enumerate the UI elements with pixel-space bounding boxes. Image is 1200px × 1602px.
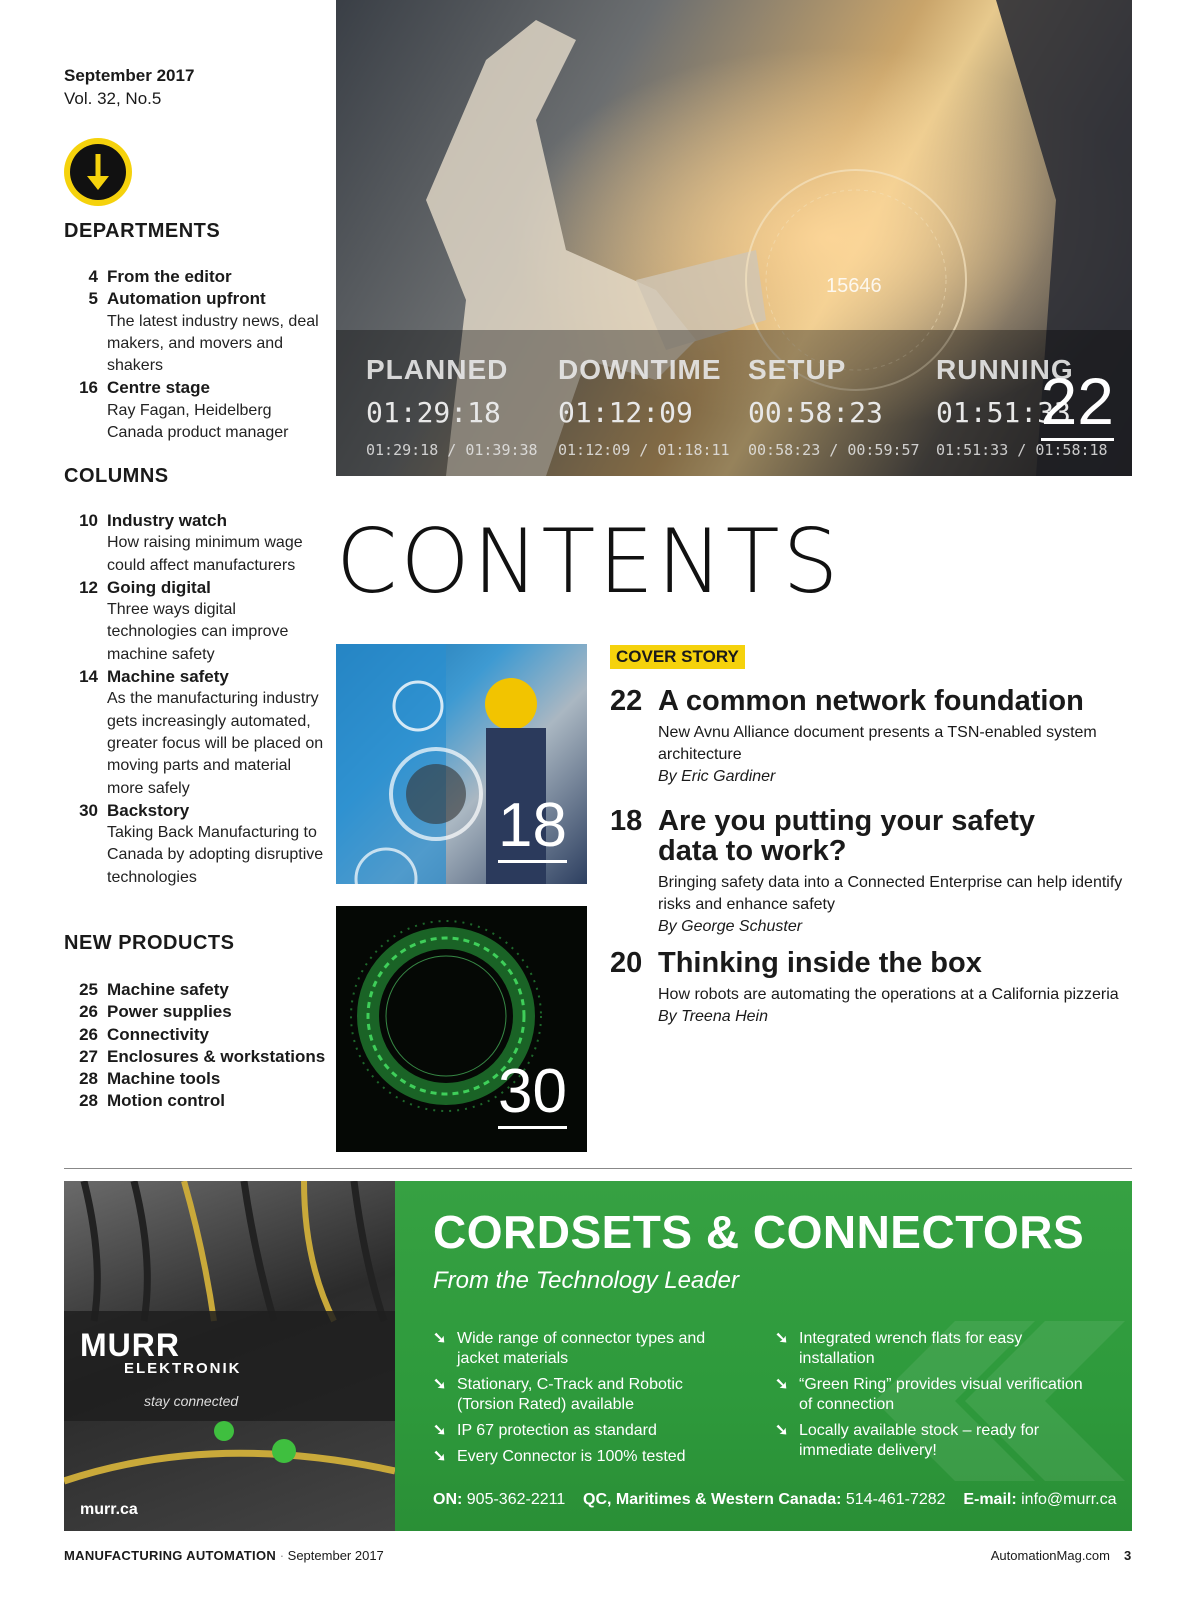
ad-bullet: ➘ Integrated wrench flats for easy installation [775, 1330, 1023, 1367]
toc-item[interactable]: 26 Connectivity [79, 1024, 210, 1044]
ad-contact-line: ON: 905-362-2211 QC, Maritimes & Western Canada: 514-461-7282 E-mail: info@murr.ca [433, 1491, 1117, 1508]
cover-story-badge: COVER STORY [610, 645, 745, 669]
toc-item[interactable]: 28 Motion control [79, 1091, 226, 1111]
ad-title: CORDSETS & CONNECTORS [433, 1206, 1085, 1258]
article-desc: Bringing safety data into a Connected Enterprise can help identify risks and enhance safety [658, 874, 1123, 913]
toc-item[interactable]: 4 From the editor [88, 267, 232, 286]
article-entry[interactable] [610, 686, 1130, 788]
article-byline: By Eric Gardiner [658, 768, 776, 785]
toc-item[interactable]: 27 Enclosures & workstations [79, 1046, 326, 1066]
brand-logo: MURR ELEKTRONIK [80, 1327, 242, 1377]
issue-date: September 2017 [64, 66, 195, 85]
toc-item-desc: The latest industry news, deal makers, and movers and shakers [107, 312, 319, 375]
hero-stat: SETUP 00:58:23 00:58:23 / 00:59:57 [748, 354, 920, 459]
ad-bullets-right [775, 1329, 1095, 1467]
article-title: Are you putting your safety data to work? [658, 805, 1036, 867]
toc-item[interactable]: 28 Machine tools [79, 1069, 221, 1089]
arrow-down-icon [64, 138, 132, 206]
article-thumbnail[interactable] [336, 644, 587, 884]
arrow-icon: ➘ [433, 1330, 447, 1347]
issue-volume: Vol. 32, No.5 [64, 89, 162, 108]
footer-page-number: 3 [1124, 1548, 1132, 1563]
toc-item[interactable]: 14 Machine safety [79, 667, 229, 687]
ad-product-photo [64, 1181, 395, 1531]
toc-item[interactable]: 12 Going digital [79, 577, 211, 597]
brand-band [64, 1311, 395, 1421]
footer-publication: MANUFACTURING AUTOMATION [64, 1548, 277, 1563]
hero-image[interactable] [336, 0, 1132, 476]
toc-item[interactable]: 16 Centre stage [79, 378, 210, 398]
toc-item[interactable]: 10 Industry watch [79, 511, 227, 530]
toc-item-desc: Ray Fagan, Heidelberg Canada product manager [107, 401, 289, 442]
toc-item-desc: Taking Back Manufacturing to Canada by adopting disruptive technologies [107, 824, 324, 886]
hero-stat: DOWNTIME 01:12:09 01:12:09 / 01:18:11 [558, 354, 730, 459]
article-title: Thinking inside the box [658, 947, 982, 979]
toc-item-desc: Three ways digital technologies can improve machine safety [107, 601, 289, 663]
page-title: CONTENTS [336, 510, 842, 613]
hero-stat: RUNNING 01:51:33 01:51:33 / 01:58:18 [936, 354, 1108, 459]
departments-heading: DEPARTMENTS [64, 220, 221, 242]
divider [64, 1168, 1132, 1169]
thumbnail-page-number: 18 [498, 796, 567, 863]
article-desc: New Avnu Alliance document presents a TSN-enabled system architecture [658, 724, 1097, 763]
ad-bullet: ➘ Stationary, C-Track and Robotic (Torsion Rated) available [433, 1376, 683, 1413]
arrow-icon: ➘ [775, 1376, 789, 1393]
advertisement[interactable] [64, 1181, 1132, 1531]
footer-separator: · [279, 1548, 285, 1563]
arrow-icon: ➘ [775, 1422, 789, 1439]
article-page: 22 [610, 685, 643, 717]
article-desc: How robots are automating the operations at a California pizzeria [658, 986, 1119, 1003]
toc-item[interactable]: 5 Automation upfront [88, 289, 266, 309]
ad-bullets-left [433, 1329, 743, 1473]
arrow-icon: ➘ [433, 1376, 447, 1393]
footer-left [64, 1548, 384, 1563]
columns-heading: COLUMNS [64, 465, 169, 487]
ad-url[interactable]: murr.ca [80, 1501, 138, 1518]
hero-stat: PLANNED 01:29:18 01:29:18 / 01:39:38 [366, 354, 538, 459]
ad-subtitle: From the Technology Leader [433, 1267, 739, 1294]
ad-bullet: ➘ Locally available stock – ready for immediate delivery! [775, 1422, 1040, 1459]
columns-list [64, 510, 326, 889]
ad-bullet: ➘ Every Connector is 100% tested [433, 1448, 686, 1465]
brand-tagline: stay connected [144, 1393, 239, 1409]
toc-item[interactable]: 30 Backstory [79, 800, 190, 820]
article-entry[interactable] [610, 948, 1130, 1028]
thumbnail-page-number: 30 [498, 1062, 567, 1129]
arrow-icon: ➘ [775, 1330, 789, 1347]
arrow-icon: ➘ [433, 1448, 447, 1465]
toc-item[interactable]: 25 Machine safety [79, 980, 229, 999]
article-page: 18 [610, 805, 643, 837]
toc-item-desc: How raising minimum wage could affect manufacturers [107, 534, 303, 574]
footer-date: September 2017 [287, 1548, 384, 1563]
article-title: A common network foundation [658, 685, 1084, 717]
article-byline: By Treena Hein [658, 1008, 768, 1025]
ad-bullet: ➘ IP 67 protection as standard [433, 1422, 657, 1439]
new-products-heading: NEW PRODUCTS [64, 932, 235, 954]
toc-item-desc: As the manufacturing industry gets increasingly automated, greater focus will be placed on moving parts and material more safely [107, 690, 324, 797]
article-thumbnail[interactable] [336, 906, 587, 1152]
ad-bullet: ➘ “Green Ring” provides visual verification of connection [775, 1376, 1083, 1413]
departments-list [64, 266, 326, 444]
ad-copy-panel [395, 1181, 1132, 1531]
article-byline: By George Schuster [658, 918, 803, 935]
article-entry[interactable] [610, 806, 1130, 938]
ad-bullet: ➘ Wide range of connector types and jacket materials [433, 1330, 706, 1367]
gauge-value: 15646 [826, 275, 882, 297]
hero-page-number: 22 [1041, 368, 1114, 441]
footer-website[interactable]: AutomationMag.com [990, 1548, 1110, 1563]
new-products-list [64, 979, 326, 1113]
article-page: 20 [610, 947, 643, 979]
arrow-icon: ➘ [433, 1422, 447, 1439]
toc-item[interactable]: 26 Power supplies [79, 1002, 232, 1022]
ad-email-link[interactable]: info@murr.ca [1021, 1491, 1117, 1508]
